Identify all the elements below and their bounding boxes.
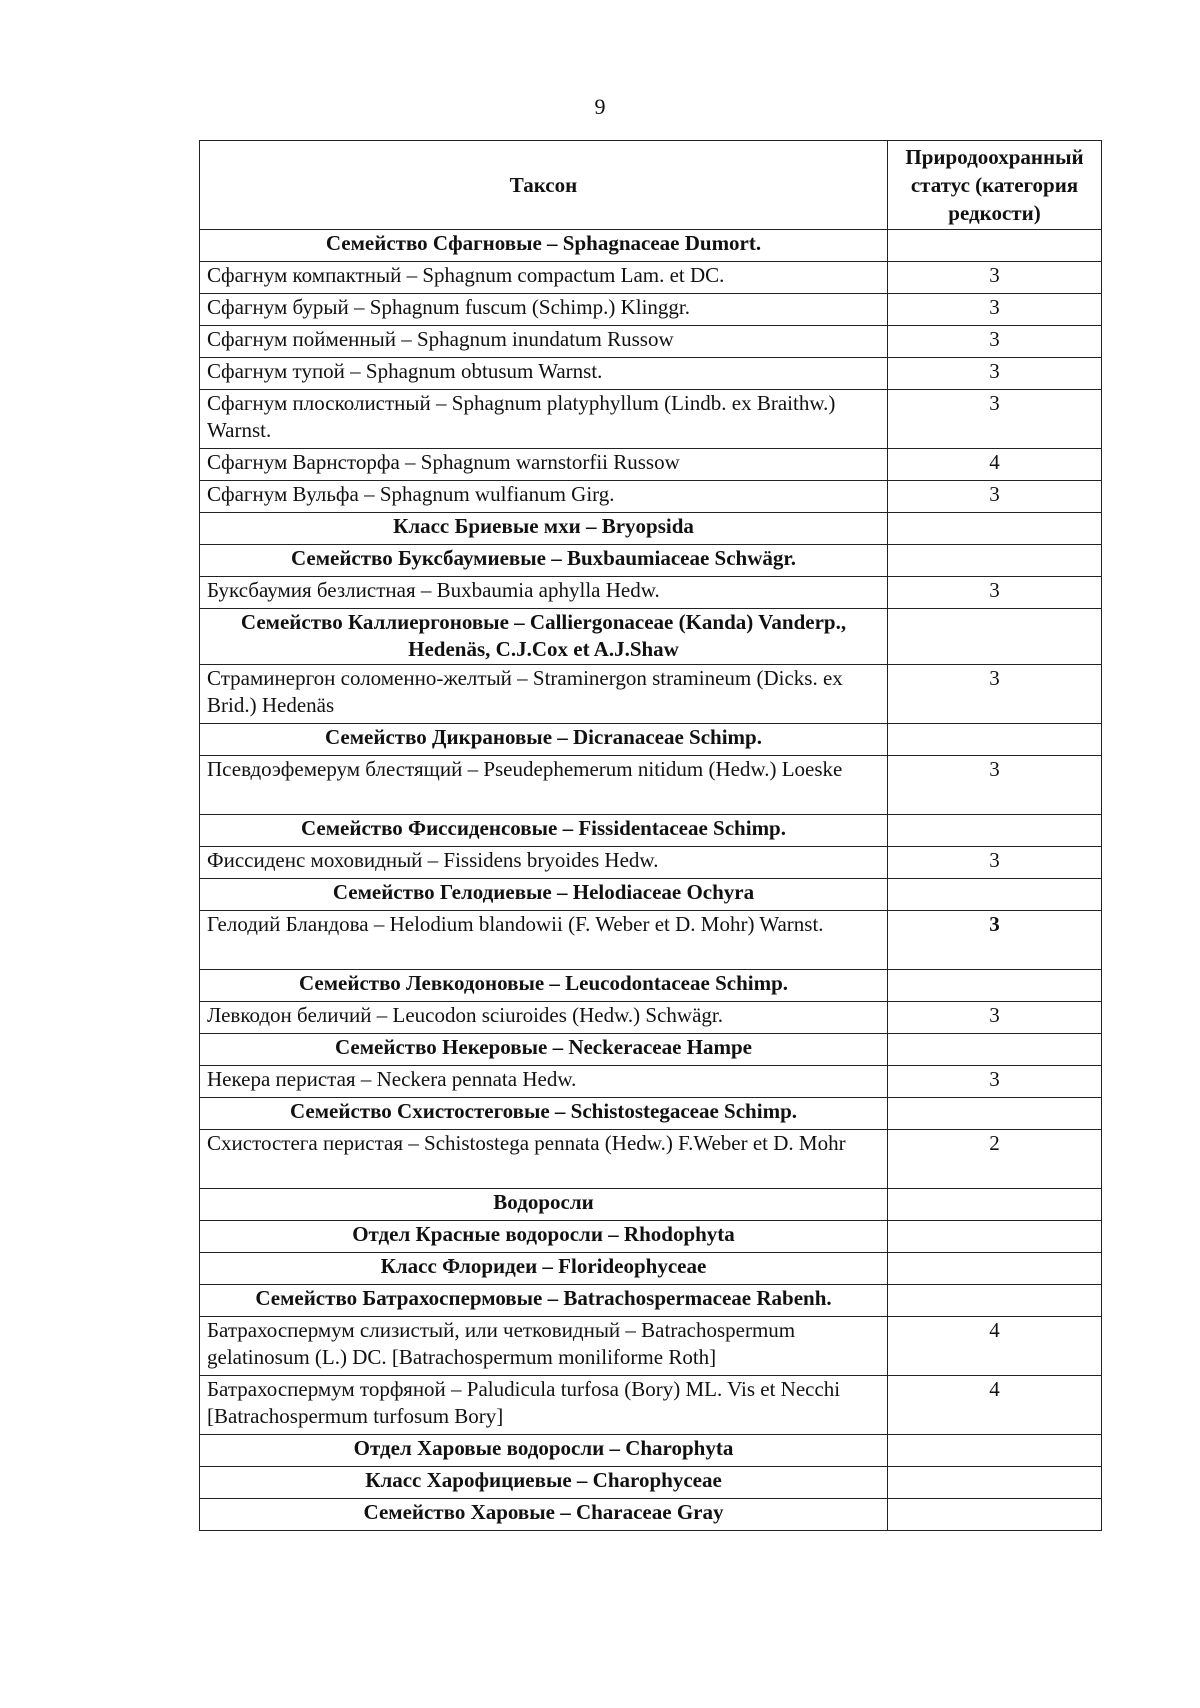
group-name: Водоросли — [200, 1189, 888, 1221]
group-name: Класс Флоридеи – Florideophyceae — [200, 1253, 888, 1285]
group-name: Отдел Харовые водоросли – Charophyta — [200, 1435, 888, 1467]
species-name: Батрахоспермум торфяной – Paludicula turfosa (Bory) ML. Vis et Necchi [Batrachospermum turfosum Bory] — [200, 1376, 888, 1435]
group-name: Семейство Гелодиевые – Helodiaceae Ochyra — [200, 879, 888, 911]
group-name: Семейство Дикрановые – Dicranaceae Schimp. — [200, 724, 888, 756]
status-cell — [888, 1189, 1102, 1221]
group-name: Класс Харофициевые – Charophyceae — [200, 1467, 888, 1499]
group-name: Семейство Схистостеговые – Schistostegaceae Schimp. — [200, 1098, 888, 1130]
status-cell — [888, 1098, 1102, 1130]
species-name: Батрахоспермум слизистый, или четковидный – Batrachospermum gelatinosum (L.) DC. [Batrachospermum moniliforme Roth] — [200, 1317, 888, 1376]
status-cell: 3 — [888, 326, 1102, 358]
group-name: Семейство Батрахоспермовые – Batrachospermaceae Rabenh. — [200, 1285, 888, 1317]
species-name: Сфагнум бурый – Sphagnum fuscum (Schimp.) Klinggr. — [200, 294, 888, 326]
status-cell — [888, 1285, 1102, 1317]
status-cell: 3 — [888, 911, 1102, 970]
status-cell — [888, 513, 1102, 545]
group-name: Семейство Некеровые – Neckeraceae Hampe — [200, 1034, 888, 1066]
status-cell: 4 — [888, 449, 1102, 481]
status-cell: 3 — [888, 847, 1102, 879]
status-cell: 3 — [888, 294, 1102, 326]
status-cell — [888, 879, 1102, 911]
status-cell — [888, 1221, 1102, 1253]
status-cell — [888, 970, 1102, 1002]
status-cell: 3 — [888, 262, 1102, 294]
status-cell — [888, 815, 1102, 847]
status-cell: 4 — [888, 1317, 1102, 1376]
species-name: Сфагнум Вульфа – Sphagnum wulfianum Girg. — [200, 481, 888, 513]
taxa-table-body — [200, 141, 1102, 1531]
status-cell: 3 — [888, 665, 1102, 724]
status-cell — [888, 724, 1102, 756]
status-cell — [888, 545, 1102, 577]
status-cell: 3 — [888, 577, 1102, 609]
group-name: Семейство Сфагновые – Sphagnaceae Dumort. — [200, 230, 888, 262]
species-name: Сфагнум компактный – Sphagnum compactum Lam. et DC. — [200, 262, 888, 294]
status-cell: 3 — [888, 358, 1102, 390]
status-cell — [888, 1435, 1102, 1467]
header-taxon: Таксон — [200, 141, 888, 230]
status-cell — [888, 1034, 1102, 1066]
group-name: Класс Бриевые мхи – Bryopsida — [200, 513, 888, 545]
page-number: 9 — [594, 94, 606, 119]
status-cell — [888, 609, 1102, 665]
status-cell: 4 — [888, 1376, 1102, 1435]
species-name: Сфагнум плосколистный – Sphagnum platyphyllum (Lindb. ex Braithw.) Warnst. — [200, 390, 888, 449]
status-cell — [888, 1253, 1102, 1285]
header-status: Природоохранный статус (категория редкости) — [888, 141, 1102, 230]
status-cell: 2 — [888, 1130, 1102, 1189]
species-name: Некера перистая – Neckera pennata Hedw. — [200, 1066, 888, 1098]
group-name: Семейство Харовые – Characeae Gray — [200, 1499, 888, 1531]
status-cell: 3 — [888, 390, 1102, 449]
species-name: Страминергон соломенно-желтый – Straminergon stramineum (Dicks. ex Brid.) Hedenäs — [200, 665, 888, 724]
species-name: Левкодон беличий – Leucodon sciuroides (Hedw.) Schwägr. — [200, 1002, 888, 1034]
species-name: Псевдоэфемерум блестящий – Pseudephemerum nitidum (Hedw.) Loeske — [200, 756, 888, 815]
species-name: Сфагнум Варнсторфа – Sphagnum warnstorfii Russow — [200, 449, 888, 481]
species-name: Гелодий Бландова – Helodium blandowii (F. Weber et D. Mohr) Warnst. — [200, 911, 888, 970]
taxa-table — [199, 140, 1102, 1531]
species-name: Сфагнум тупой – Sphagnum obtusum Warnst. — [200, 358, 888, 390]
status-cell — [888, 1467, 1102, 1499]
header-row — [200, 141, 1102, 230]
status-cell — [888, 230, 1102, 262]
group-name: Семейство Левкодоновые – Leucodontaceae Schimp. — [200, 970, 888, 1002]
species-name: Буксбаумия безлистная – Buxbaumia aphylla Hedw. — [200, 577, 888, 609]
species-name: Схистостега перистая – Schistostega pennata (Hedw.) F.Weber et D. Mohr — [200, 1130, 888, 1189]
group-name: Семейство Каллиергоновые – Calliergonaceae (Kanda) Vanderp., Hedenäs, C.J.Cox et A.J.Shaw — [200, 609, 888, 665]
status-cell: 3 — [888, 1066, 1102, 1098]
group-name: Семейство Буксбаумиевые – Buxbaumiaceae Schwägr. — [200, 545, 888, 577]
status-cell: 3 — [888, 756, 1102, 815]
group-name: Семейство Фиссиденсовые – Fissidentaceae Schimp. — [200, 815, 888, 847]
status-cell — [888, 1499, 1102, 1531]
species-name: Фиссиденс моховидный – Fissidens bryoides Hedw. — [200, 847, 888, 879]
status-cell: 3 — [888, 481, 1102, 513]
group-name: Отдел Красные водоросли – Rhodophyta — [200, 1221, 888, 1253]
status-cell: 3 — [888, 1002, 1102, 1034]
species-name: Сфагнум пойменный – Sphagnum inundatum Russow — [200, 326, 888, 358]
